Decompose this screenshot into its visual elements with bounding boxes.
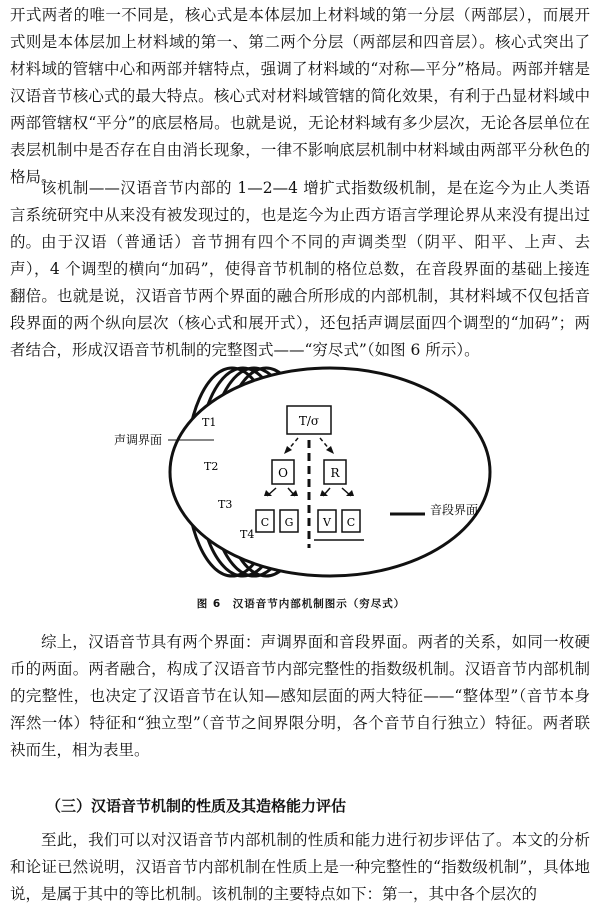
node-consonant-1: C (260, 516, 270, 529)
node-vowel: V (323, 516, 331, 529)
node-onset: O (278, 466, 288, 480)
tier-label-t2: T2 (204, 460, 219, 473)
paragraph-4: 综上，汉语音节具有两个界面：声调界面和音段界面。两者的关系，如同一枚硬币的两面。两者融合，构成了汉语音节内部完整性的指数级机制。汉语音节内部机制的完整性，也决定了汉语音节在认知—感知层面的两大特征——“整体型”（音节本身浑然一体）特征和“独立型”（音节之间界限分明，各个音节自行独立）特征。两者联袂而生，相为表里。 (10, 633, 590, 759)
tone-interface-label: 声调界面 (114, 433, 163, 447)
node-syllable: T/σ (298, 414, 320, 428)
paragraph-1: 开式两者的唯一不同是，核心式是本体层加上材料域的第一分层（两部层），而展开式则是本体层加上材料域的第一、第二两个分层（两部层和四音层）。核心式突出了材料域的管辖中心和两部并辖特点，强调了材料域的“对称—平分”格局。两部并辖是汉语音节核心式的最大特点。核心式对材料域管辖的简化效果，有利于凸显材料域中两部管辖权“平分”的底层格局。也就是说，无论材料域有多少层次，无论各层单位在表层机制中是否存在自由消长现象，一律不影响底层机制中材料域由两部平分秋色的格局。 (10, 6, 590, 186)
figure-caption: 图 6 汉语音节内部机制图示（穷尽式） (196, 598, 406, 610)
segment-interface-label: 音段界面 (430, 503, 479, 517)
tier-label-t3: T3 (218, 498, 233, 511)
node-consonant-2: C (346, 516, 356, 529)
tier-label-t4: T4 (240, 528, 255, 541)
node-glide: G (284, 516, 294, 529)
figure-6-diagram (100, 360, 520, 590)
paragraph-5: 至此，我们可以对汉语音节内部机制的性质和能力进行初步评估了。本文的分析和论证已然说明，汉语音节内部机制在性质上是一种完整性的“指数级机制”，具体地说，是属于其中的等比机制。该机制的主要特点如下：第一，其中各个层次的 (10, 831, 590, 903)
section-heading: （三）汉语音节机制的性质及其造格能力评估 (46, 797, 347, 815)
tier-label-t1: T1 (202, 416, 217, 429)
node-rhyme: R (330, 466, 340, 480)
paragraph-2: 该机制——汉语音节内部的 1—2—4 增扩式指数级机制，是在迄今为止人类语言系统研究中从来没有被发现过的，也是迄今为止西方语言学理论界从来没有提出过的。 (10, 179, 590, 251)
paragraph-3: 由于汉语（普通话）音节拥有四个不同的声调类型（阴平、阳平、上声、去声），4 个调型的横向“加码”，使得音节机制的格位总数，在音段界面的基础上接连翻倍。也就是说，汉语音节两个界面的融合所形成的内部机制，其材料域不仅包括音段界面的两个纵向层次（核心式和展开式），还包括声调层面四个调型的“加码”；两者结合，形成汉语音节机制的完整图式——“穷尽式”（如图 6 所示）。 (10, 233, 590, 359)
